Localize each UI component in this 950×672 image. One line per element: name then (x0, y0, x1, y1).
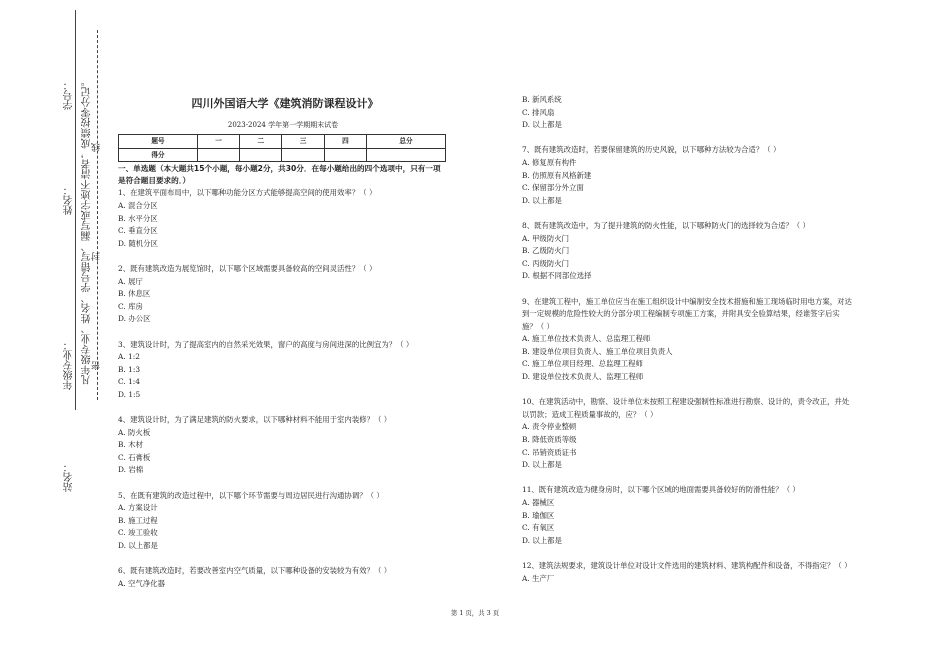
spacer (118, 250, 448, 263)
spacer (522, 472, 852, 485)
seal-line-text: 密封线 (92, 43, 102, 370)
exam-subtitle: 2023-2024 学年第一学期期末试卷 (227, 120, 339, 129)
answer-option[interactable]: B. 水平分区 (118, 213, 158, 223)
exam-title: 四川外国语大学《建筑消防课程设计》 (191, 97, 379, 110)
score-table-header-row (119, 135, 446, 149)
answer-option[interactable]: A. 混合分区 (118, 200, 158, 210)
answer-option[interactable]: C. 保留部分外立面 (522, 183, 584, 193)
question-item (118, 339, 448, 402)
answer-option[interactable]: C. 有氧区 (522, 523, 555, 533)
answer-option[interactable]: D. 1:5 (118, 389, 141, 399)
answer-option[interactable]: D. 以上都是 (118, 541, 158, 550)
answer-option[interactable]: D. 办公区 (118, 314, 151, 324)
score-table (118, 134, 446, 162)
spacer (118, 326, 448, 339)
question-item (522, 396, 852, 472)
spacer (522, 547, 852, 560)
score-table-score-row (119, 148, 446, 162)
question-item (522, 484, 852, 547)
answer-option[interactable]: A. 空气净化器 (118, 578, 165, 588)
left-question-list (118, 187, 448, 590)
answer-option[interactable]: C. 1:4 (118, 377, 140, 387)
score-input-cell[interactable] (282, 148, 324, 162)
answer-option[interactable]: D. 岩棉 (118, 465, 144, 475)
question-stem: 1、在建筑平面布局中，以下哪种功能分区方式能够提高空间的使用效率？（ ） (118, 188, 377, 198)
score-input-cell[interactable] (197, 148, 239, 162)
spacer (522, 384, 852, 397)
answer-option[interactable]: B. 1:3 (118, 364, 141, 374)
score-header-cell: 三 (282, 135, 324, 149)
question-item (522, 144, 852, 207)
answer-option[interactable]: A. 展厅 (118, 276, 143, 286)
spacer (522, 132, 852, 145)
continued-options (522, 94, 852, 132)
question-stem: 10、在建筑活动中，勘察、设计单位未按照工程建设强制性标准进行勘察、设计的，责令改正，并处以罚款；造成工程质量事故的，应？（ ） (522, 397, 850, 419)
spacer (118, 477, 448, 490)
spacer (118, 401, 448, 414)
answer-option[interactable]: C. 排风扇 (522, 107, 555, 117)
question-stem: 9、在建筑工程中，施工单位应当在施工组织设计中编制安全技术措施和施工现场临时用电方案，对达到一定规模的危险性较大的分部分项工程编制专项施工方案，并附具安全验算结果，经谁签字后实施？（ ） (522, 296, 852, 331)
answer-option[interactable]: A. 责令停业整顿 (522, 422, 577, 432)
answer-option[interactable]: B. 瑜伽区 (522, 510, 555, 520)
question-item (118, 490, 448, 553)
binding-notice: 凡年级专业、姓名、学号错写、漏写或字迹不清者，成绩按零分记。 (82, 76, 93, 385)
question-stem: 2、既有建筑改造为展览馆时，以下哪个区域需要具备较高的空间灵活性？（ ） (118, 263, 377, 273)
answer-option[interactable]: D. 以上都是 (522, 535, 562, 545)
spacer (522, 283, 852, 296)
answer-option[interactable]: A. 生产厂 (522, 573, 555, 583)
score-input-cell[interactable] (240, 148, 282, 162)
answer-option[interactable]: B. 木材 (118, 440, 143, 450)
right-column (522, 94, 852, 585)
score-header-cell: 一 (197, 135, 239, 149)
question-stem: 7、既有建筑改造时，若要保留建筑的历史风貌，以下哪种方法较为合适？（ ） (522, 145, 781, 155)
score-input-cell[interactable] (367, 148, 446, 162)
score-header-cell: 二 (240, 135, 282, 149)
center-label: 站名： (64, 462, 75, 492)
question-item (118, 263, 448, 326)
student-id-label: 学号： (64, 80, 75, 110)
question-item (522, 560, 852, 585)
page-footer: 第 1 页，共 3 页 (450, 609, 500, 617)
answer-option[interactable]: A. 施工单位技术负责人、总监理工程师 (522, 334, 651, 344)
answer-option[interactable]: C. 垂直分区 (118, 226, 158, 236)
score-header-cell: 四 (324, 135, 366, 149)
answer-option[interactable]: C. 石膏板 (118, 452, 151, 462)
answer-option[interactable]: D. 建设单位技术负责人、监理工程师 (522, 372, 644, 382)
question-item (118, 414, 448, 477)
answer-option[interactable]: A. 器械区 (522, 498, 555, 507)
question-stem: 8、既有建筑改造中，为了提升建筑的防火性能，以下哪种防火门的选择较为合适？（ ） (522, 220, 810, 230)
spacer (522, 207, 852, 220)
answer-option[interactable]: A. 甲级防火门 (522, 233, 569, 243)
answer-option[interactable]: D. 随机分区 (118, 238, 158, 248)
question-stem: 3、建筑设计时，为了提高室内的自然采光效果，窗户的高度与房间进深的比例宜为？（ ） (118, 339, 414, 349)
score-row-label: 得分 (119, 148, 198, 162)
question-stem: 12、建筑法规要求，建筑设计单位对设计文件选用的建筑材料、建筑构配件和设备，不得指定？（ ） (522, 560, 852, 570)
answer-option[interactable]: A. 防火板 (118, 427, 151, 437)
right-question-list (522, 144, 852, 585)
question-stem: 11、既有建筑改造为健身房时，以下哪个区域的地面需要具备较好的防滑性能？（ ） (522, 485, 800, 495)
left-column (118, 98, 448, 590)
answer-option[interactable]: B. 施工过程 (118, 515, 158, 525)
answer-option[interactable]: D. 以上都是 (522, 195, 562, 205)
section-one-heading: 一、单选题（本大题共15个小题，每小题2分，共30分．在每小题给出的四个选项中，只有一项是符合题目要求的．） (118, 164, 441, 186)
question-stem: 6、既有建筑改造时，若要改善室内空气质量，以下哪种设备的安装较为有效？（ ） (118, 566, 392, 576)
answer-option[interactable]: B. 休息区 (118, 289, 151, 299)
answer-option[interactable]: B. 新风系统 (522, 95, 562, 104)
answer-option[interactable]: B. 仿照原有风格新建 (522, 170, 592, 180)
answer-option[interactable]: C. 丙级防火门 (522, 258, 570, 268)
question-item (522, 296, 852, 384)
score-header-cell: 题号 (119, 135, 198, 149)
score-input-cell[interactable] (324, 148, 366, 162)
answer-option[interactable]: A. 修复原有构件 (522, 157, 577, 167)
answer-option[interactable]: B. 降低资质等级 (522, 435, 577, 445)
answer-option[interactable]: C. 施工单位项目经理、总监理工程师 (522, 359, 643, 369)
answer-option[interactable]: B. 建设单位项目负责人、施工单位项目负责人 (522, 346, 673, 356)
answer-option[interactable]: B. 乙级防火门 (522, 246, 570, 256)
question-stem: 4、建筑设计时，为了满足建筑的防火要求，以下哪种材料不能用于室内装修？（ ） (118, 415, 392, 425)
answer-option[interactable]: C. 竣工验收 (118, 528, 158, 538)
question-item (522, 220, 852, 283)
class-label: 年级专业： (64, 340, 75, 390)
answer-option[interactable]: C. 库房 (118, 301, 143, 311)
question-item (118, 187, 448, 250)
answer-option[interactable]: A. 方案设计 (118, 503, 158, 513)
question-item (118, 565, 448, 590)
answer-option[interactable]: D. 以上都是 (522, 460, 562, 470)
spacer (118, 553, 448, 566)
answer-option[interactable]: D. 根据不同部位选择 (522, 271, 592, 281)
answer-option[interactable]: C. 吊销资质证书 (522, 447, 577, 457)
answer-option[interactable]: A. 1:2 (118, 352, 140, 362)
score-header-cell: 总分 (367, 135, 446, 149)
question-stem: 5、在既有建筑的改造过程中，以下哪个环节需要与周边居民进行沟通协调？（ ） (118, 490, 384, 500)
answer-option[interactable]: D. 以上都是 (522, 120, 562, 130)
name-label: 姓名： (64, 185, 75, 215)
